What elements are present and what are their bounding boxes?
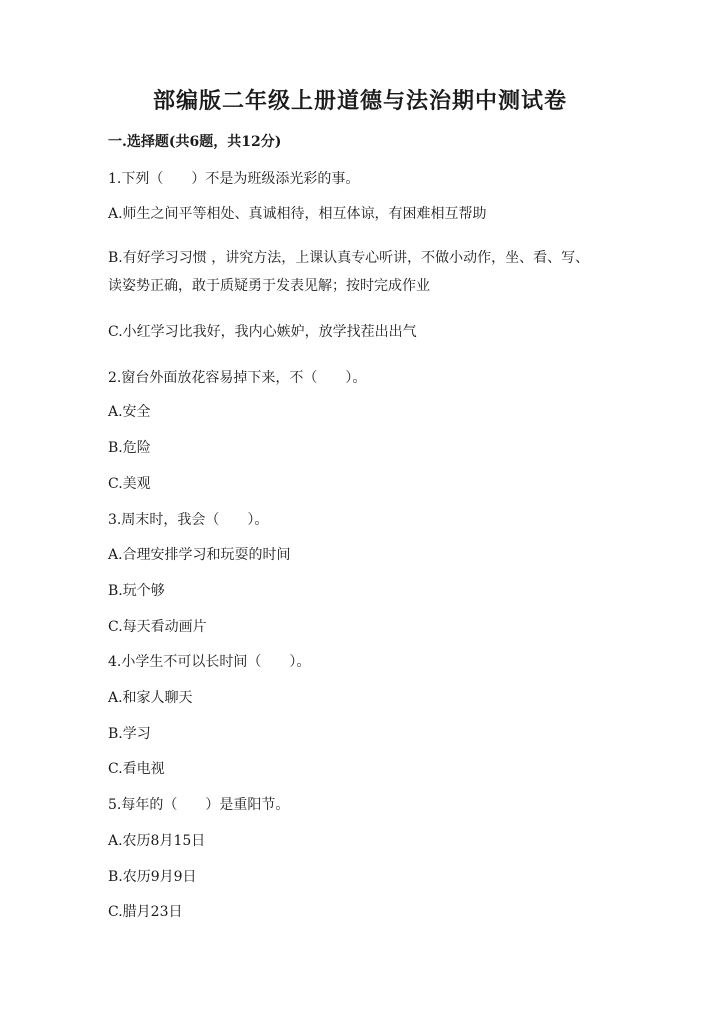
question-1-option-c: C.小红学习比我好，我内心嫉妒，放学找茬出出气 — [108, 324, 417, 340]
question-2-option-b: B.危险 — [108, 440, 151, 456]
question-1-option-a: A.师生之间平等相处、真诚相待，相互体谅，有困难相互帮助 — [108, 206, 487, 222]
question-2-stem: 2.窗台外面放花容易掉下来，不（ ）。 — [108, 370, 367, 386]
question-1-stem: 1.下列（ ）不是为班级添光彩的事。 — [108, 171, 360, 187]
question-3-option-a: A.合理安排学习和玩耍的时间 — [108, 547, 291, 563]
question-5-option-b: B.农历9月9日 — [108, 869, 197, 885]
question-4-stem: 4.小学生不可以长时间（ ）。 — [108, 654, 311, 670]
question-2-option-c: C.美观 — [108, 476, 151, 492]
section-heading: 一.选择题(共6题，共12分) — [108, 134, 282, 150]
question-4-option-b: B.学习 — [108, 726, 151, 742]
question-5-option-a: A.农历8月15日 — [108, 833, 206, 849]
question-1-option-b-continued: 读姿势正确，敢于质疑勇于发表见解；按时完成作业 — [108, 278, 430, 294]
question-1-option-b: B.有好学习习惯 ，讲究方法，上课认真专心听讲，不做小动作，坐、看、写、 — [108, 250, 590, 266]
question-5-stem: 5.每年的（ ）是重阳节。 — [108, 797, 290, 813]
question-3-stem: 3.周末时，我会（ ）。 — [108, 512, 269, 528]
question-4-option-c: C.看电视 — [108, 761, 165, 777]
question-3-option-b: B.玩个够 — [108, 583, 165, 599]
question-2-option-a: A.安全 — [108, 404, 151, 420]
question-3-option-c: C.每天看动画片 — [108, 619, 207, 635]
page-title: 部编版二年级上册道德与法治期中测试卷 — [152, 88, 567, 114]
question-5-option-c: C.腊月23日 — [108, 904, 183, 920]
question-4-option-a: A.和家人聊天 — [108, 690, 193, 706]
